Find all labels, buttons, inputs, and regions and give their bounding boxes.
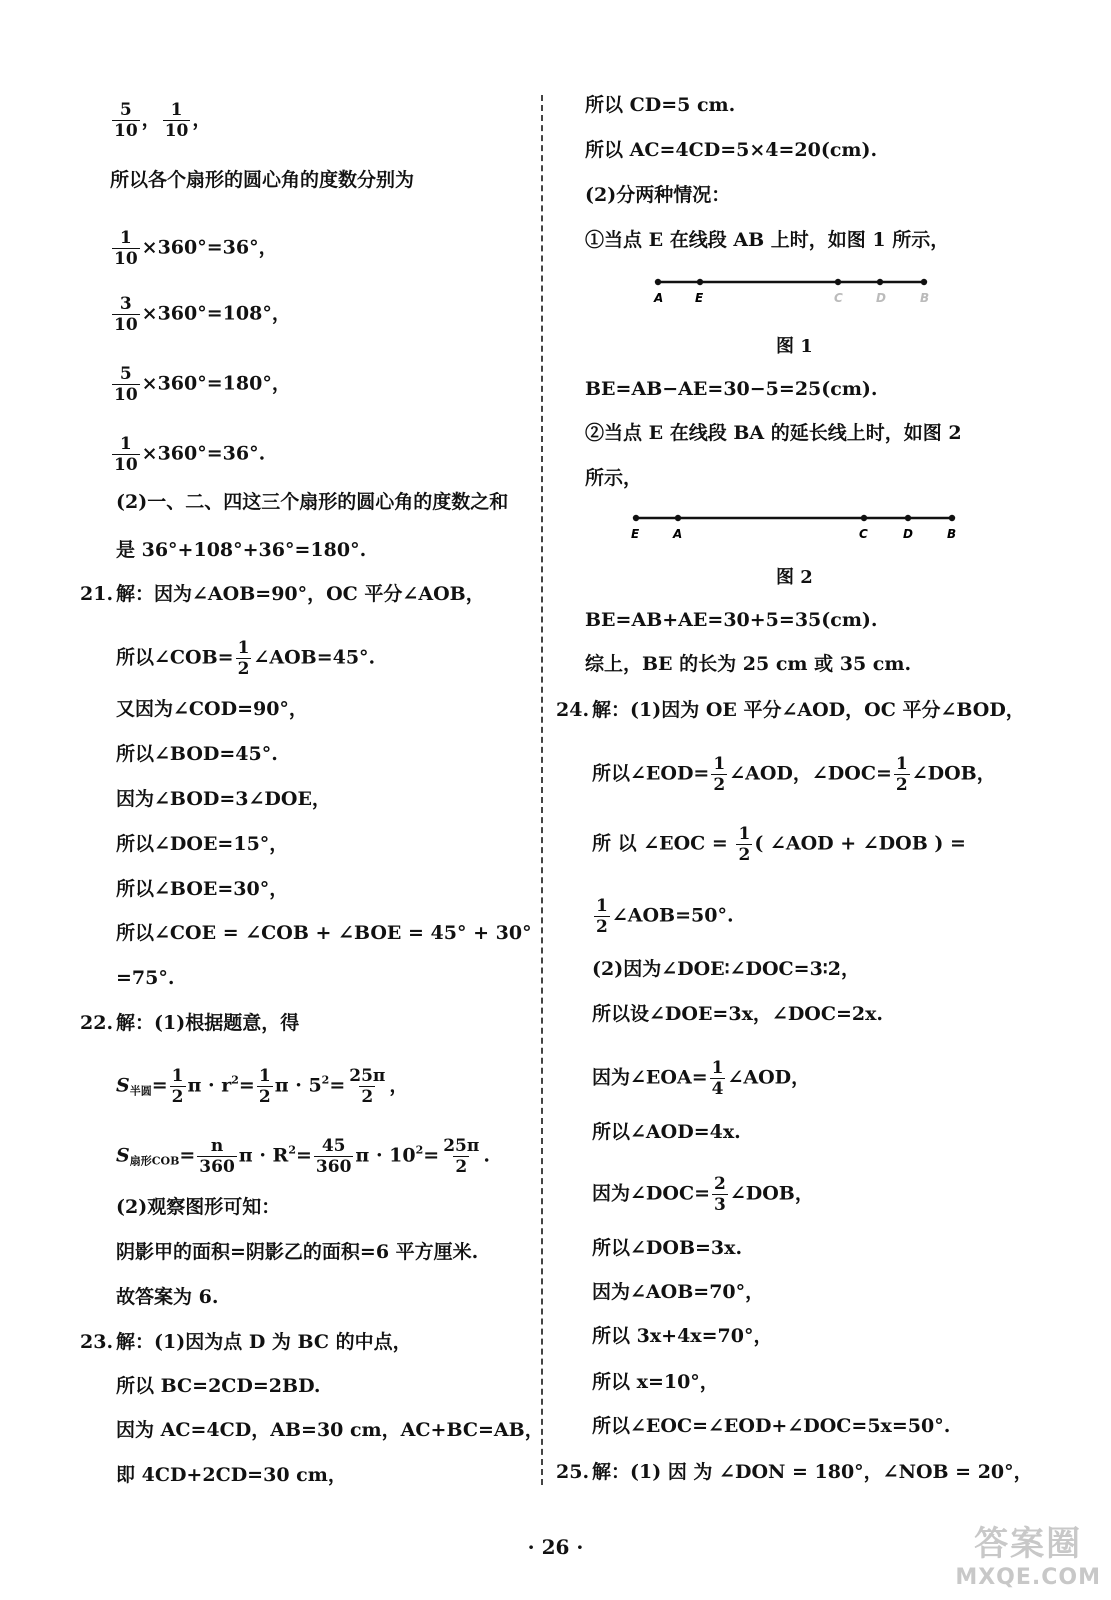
text-line: ②当点 E 在线段 BA 的延长线上时，如图 2 <box>585 422 962 444</box>
point-e <box>633 515 639 521</box>
formula-line: $\frac{1}{10}$ ×360°=36°. <box>114 434 266 475</box>
formula-line: $\frac{5}{10}$ ×360°=180°， <box>114 364 291 405</box>
figure-1-caption: 图 1 <box>776 336 813 357</box>
figure-2-caption: 图 2 <box>776 567 813 588</box>
text-line: 解：(1)根据题意，得 <box>116 1012 300 1034</box>
point-a <box>675 515 681 521</box>
text-line: 所以 x=10°， <box>592 1371 719 1393</box>
text-line: 所示， <box>585 467 643 489</box>
question-number: 25. <box>556 1461 590 1483</box>
fraction-list-line: $\frac{5}{10}$ ， $\frac{1}{10}$ ， <box>114 100 212 141</box>
text-line: 所以∠DOB=3x. <box>592 1237 743 1259</box>
question-number: 24. <box>556 699 590 721</box>
point-d <box>877 279 883 285</box>
text-line: 所以 3x+4x=70°， <box>592 1325 773 1347</box>
text-line: 所以∠EOC=∠EOD+∠DOC=5x=50°. <box>592 1415 951 1437</box>
text-line: 解：因为∠AOB=90°，OC 平分∠AOB， <box>116 583 485 605</box>
text-line: 所以∠AOD=4x. <box>592 1121 741 1143</box>
formula-line: $S_{扇形COB}=$ $\frac{n}{360}$ $\pi \cdot R^2=$ $\frac{45}{360}$ $\pi \cdot 10^2=$ $\frac{25\pi}{2}$ . <box>116 1136 490 1177</box>
text-line: 因为∠BOD=3∠DOE， <box>116 788 331 810</box>
text-line: 是 36°+108°+36°=180°. <box>116 539 367 561</box>
figure-1-segment <box>648 270 938 310</box>
label-b: B <box>920 291 930 305</box>
text-line: BE=AB+AE=30+5=35(cm). <box>585 609 878 631</box>
text-line: ①当点 E 在线段 AB 上时，如图 1 所示， <box>585 229 950 251</box>
text-line: 综上，BE 的长为 25 cm 或 35 cm. <box>585 653 912 675</box>
point-c <box>835 279 841 285</box>
text-line: 故答案为 6. <box>116 1286 219 1308</box>
label-c: C <box>834 291 843 305</box>
fraction: $\frac{1}{10}$ <box>164 100 189 141</box>
text-line: 解：(1)因为点 D 为 BC 的中点， <box>116 1331 412 1353</box>
point-a <box>655 279 661 285</box>
formula-line: $\frac{3}{10}$ ×360°=108°， <box>114 294 291 335</box>
label-e: E <box>695 291 704 305</box>
figure-2-segment <box>626 508 966 548</box>
text-line: 所以∠COE = ∠COB + ∠BOE = 45° + 30° <box>116 922 532 944</box>
label-e: E <box>631 527 640 541</box>
point-d <box>905 515 911 521</box>
text-line: 又因为∠COD=90°， <box>116 698 308 720</box>
text-line: 所以∠DOE=15°， <box>116 833 289 855</box>
text-line: (2)分两种情况： <box>585 184 731 206</box>
text-line: 阴影甲的面积=阴影乙的面积=6 平方厘米. <box>116 1241 479 1263</box>
column-divider <box>541 95 543 1485</box>
text-line: 所以设∠DOE=3x，∠DOC=2x. <box>592 1003 884 1025</box>
watermark-domain: MXQE.COM <box>955 1565 1101 1590</box>
text-line: 因为∠AOB=70°， <box>592 1281 765 1303</box>
label-b: B <box>947 527 957 541</box>
formula-line: 所 以 ∠EOC = $\frac{1}{2}$ ( ∠AOD + ∠DOB ) = <box>592 824 966 865</box>
text-line: BE=AB−AE=30−5=25(cm). <box>585 378 878 400</box>
formula-line: $S_{半圆}=$ $\frac{1}{2}$ $\pi \cdot r^2=$ $\frac{1}{2}$ $\pi \cdot 5^2=$ $\frac{25\pi}{2}$ ， <box>116 1066 409 1107</box>
point-e <box>697 279 703 285</box>
text-line: (2)观察图形可知： <box>116 1196 281 1218</box>
text-line: 因为 AC=4CD，AB=30 cm，AC+BC=AB， <box>116 1419 544 1441</box>
text-line: 即 4CD+2CD=30 cm， <box>116 1464 347 1486</box>
text-line: 所以各个扇形的圆心角的度数分别为 <box>110 169 415 191</box>
fraction: $\frac{5}{10}$ <box>114 100 138 141</box>
question-number: 23. <box>80 1331 114 1353</box>
label-d: D <box>876 291 886 305</box>
text-line: 所以∠BOD=45°. <box>116 743 278 765</box>
label-d: D <box>903 527 913 541</box>
formula-line: $\frac{1}{2}$ ∠AOB=50°. <box>596 896 734 937</box>
point-b <box>949 515 955 521</box>
watermark <box>955 1516 1101 1590</box>
text-line: 解：(1) 因 为 ∠DON = 180°，∠NOB = 20°， <box>592 1461 1033 1483</box>
text-line: 所以 BC=2CD=2BD. <box>116 1375 321 1397</box>
point-b <box>921 279 927 285</box>
text-line: 所以 AC=4CD=5×4=20(cm). <box>585 139 878 161</box>
text-line: (2)一、二、四这三个扇形的圆心角的度数之和 <box>116 491 509 513</box>
watermark-logo: 答案圈 <box>974 1524 1083 1564</box>
text-line: 解：(1)因为 OE 平分∠AOD，OC 平分∠BOD， <box>592 699 1025 721</box>
question-number: 21. <box>80 583 114 605</box>
text-line: (2)因为∠DOE∶∠DOC=3∶2， <box>592 958 860 980</box>
point-c <box>861 515 867 521</box>
page-number: · 26 · <box>527 1535 584 1559</box>
text-line: 所以∠BOE=30°， <box>116 878 289 900</box>
label-a: A <box>673 527 683 541</box>
question-number: 22. <box>80 1012 114 1034</box>
text-line: =75°. <box>116 967 175 989</box>
label-a: A <box>654 291 664 305</box>
formula-line: 所以∠COB= $\frac{1}{2}$ ∠AOB=45°. <box>116 638 376 679</box>
label-c: C <box>859 527 868 541</box>
formula-line: 因为∠DOC= $\frac{2}{3}$ ∠DOB， <box>592 1174 814 1215</box>
text-line: 所以 CD=5 cm. <box>585 94 736 116</box>
formula-line: 因为∠EOA= $\frac{1}{4}$ ∠AOD， <box>592 1058 811 1099</box>
formula-line: 所以∠EOD= $\frac{1}{2}$ ∠AOD，∠DOC= $\frac{1}{2}$ ∠DOB， <box>592 754 996 795</box>
formula-line: $\frac{1}{10}$ ×360°=36°， <box>114 228 278 269</box>
